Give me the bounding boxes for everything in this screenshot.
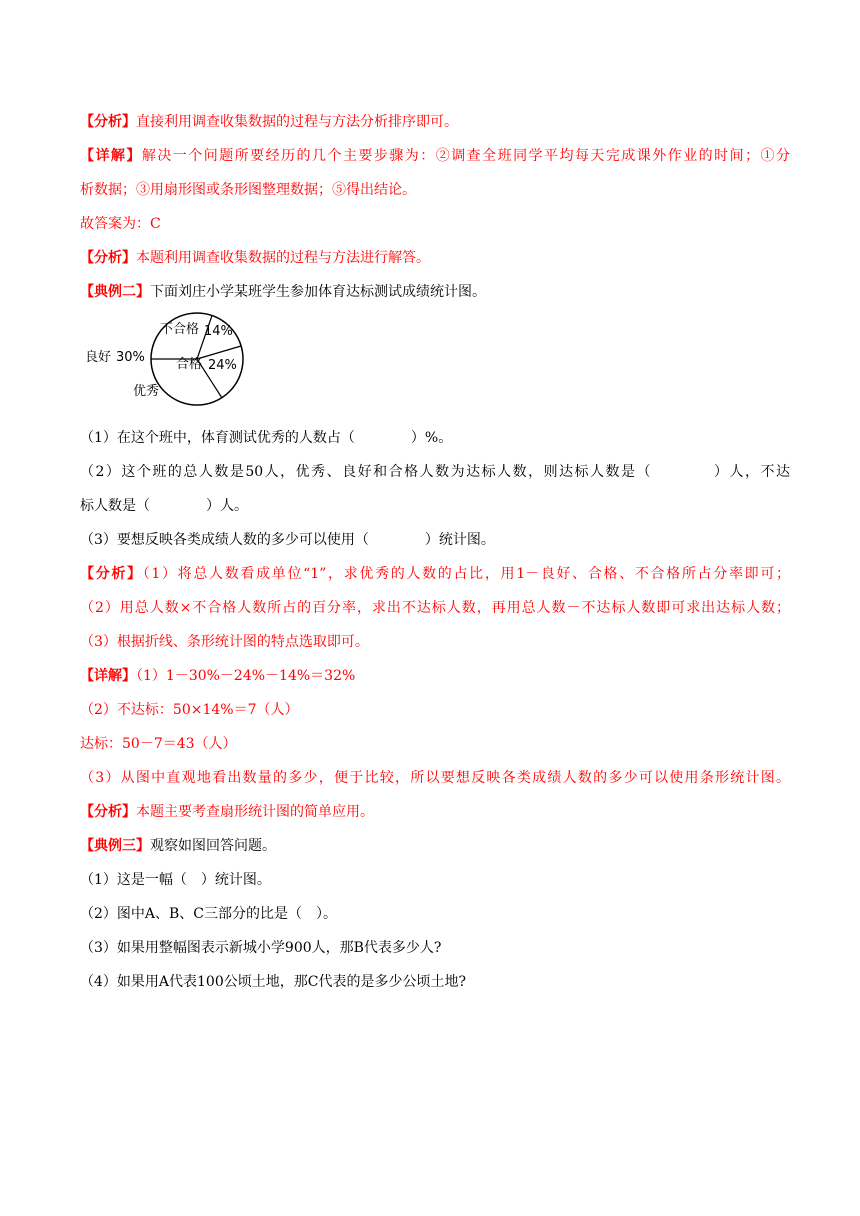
- analysis-2-2: [80, 598, 790, 618]
- example-3-heading: [80, 836, 790, 856]
- detail-2-3: [80, 768, 790, 788]
- pie-value-lianghao: 30%: [116, 350, 145, 365]
- line-text: （1）这是一幅（ ）统计图。: [80, 872, 271, 888]
- line-text: （2）这个班的总人数是50人，优秀、良好和合格人数为达标人数，则达标人数是（ ）人，不达: [80, 464, 790, 480]
- line-text: 直接利用调查收集数据的过程与方法分析排序即可。: [136, 114, 458, 130]
- detail-1: [80, 146, 790, 166]
- question-2-2-cont: [80, 496, 790, 516]
- question-3-1: [80, 870, 790, 890]
- line-text: （1）将总人数看成单位“1”，求优秀的人数的占比，用1－良好、合格、不合格所占分率即可；: [142, 566, 790, 582]
- example-2-heading: [80, 282, 790, 302]
- line-tag: 【分析】: [80, 804, 136, 820]
- pie-value-hege: 24%: [208, 358, 237, 373]
- question-3-2: [80, 904, 790, 924]
- question-2-3: [80, 530, 790, 550]
- line-tag: 【详解】: [80, 668, 136, 684]
- line-tag: 【分析】: [80, 250, 136, 266]
- question-2-2: [80, 462, 790, 482]
- question-3-3: [80, 938, 790, 958]
- line-text: 本题主要考查扇形统计图的简单应用。: [136, 804, 374, 820]
- pie-chart: [80, 314, 260, 414]
- analysis-1b: [80, 248, 790, 268]
- pie-label-bujige: 不合格: [160, 322, 200, 337]
- detail-1-cont: [80, 180, 790, 200]
- pie-value-bujige: 14%: [204, 324, 233, 339]
- detail-2-2: [80, 700, 790, 720]
- line-text: （2）图中A、B、C三部分的比是（ ）。: [80, 906, 338, 922]
- pie-label-hege: 合格: [176, 357, 203, 372]
- detail-2-1: [80, 666, 790, 686]
- line-text: 观察如图回答问题。: [150, 838, 276, 854]
- line-text: 解决一个问题所要经历的几个主要步骤为：②调查全班同学平均每天完成课外作业的时间；①分: [141, 148, 791, 164]
- line-text: （3）从图中直观地看出数量的多少，便于比较，所以要想反映各类成绩人数的多少可以使用条形统计图。: [80, 770, 790, 786]
- line-text: 达标：50－7＝43（人）: [80, 736, 237, 752]
- question-2-1: [80, 428, 790, 448]
- line-text: （1）在这个班中，体育测试优秀的人数占（ ）%。: [80, 430, 453, 446]
- analysis-2-3: [80, 632, 790, 652]
- line-text: 下面刘庄小学某班学生参加体育达标测试成绩统计图。: [150, 284, 486, 300]
- line-tag: 【分析】: [80, 114, 136, 130]
- answer-1: [80, 214, 790, 234]
- line-text: （2）用总人数×不合格人数所占的百分率，求出不达标人数，再用总人数－不达标人数即可求出达标人数；: [80, 600, 790, 616]
- line-text: （2）不达标：50×14%＝7（人）: [80, 702, 299, 718]
- line-text: 本题利用调查收集数据的过程与方法进行解答。: [136, 250, 430, 266]
- line-text: （3）要想反映各类成绩人数的多少可以使用（ ）统计图。: [80, 532, 495, 548]
- line-text: （1）1－30%－24%－14%＝32%: [136, 668, 356, 684]
- analysis-2b: [80, 802, 790, 822]
- line-tag: 【分析】: [80, 566, 143, 582]
- line-text: （4）如果用A代表100公顷土地，那C代表的是多少公顷土地?: [80, 974, 466, 990]
- analysis-2-1: [80, 564, 790, 584]
- line-text: （3）如果用整幅图表示新城小学900人，那B代表多少人?: [80, 940, 442, 956]
- line-text: 标人数是（ ）人。: [80, 498, 248, 514]
- line-text: 故答案为：C: [80, 216, 161, 232]
- line-text: （3）根据折线、条形统计图的特点选取即可。: [80, 634, 369, 650]
- line-tag: 【典例三】: [80, 838, 150, 854]
- line-tag: 【典例二】: [80, 284, 150, 300]
- line-tag: 【详解】: [80, 148, 142, 164]
- pie-label-youxiu: 优秀: [133, 384, 160, 399]
- pie-label-lianghao: 良好: [85, 350, 112, 365]
- line-text: 析数据；③用扇形图或条形图整理数据；⑤得出结论。: [80, 182, 416, 198]
- detail-2-2b: [80, 734, 790, 754]
- question-3-4: [80, 972, 790, 992]
- analysis-1: [80, 112, 790, 132]
